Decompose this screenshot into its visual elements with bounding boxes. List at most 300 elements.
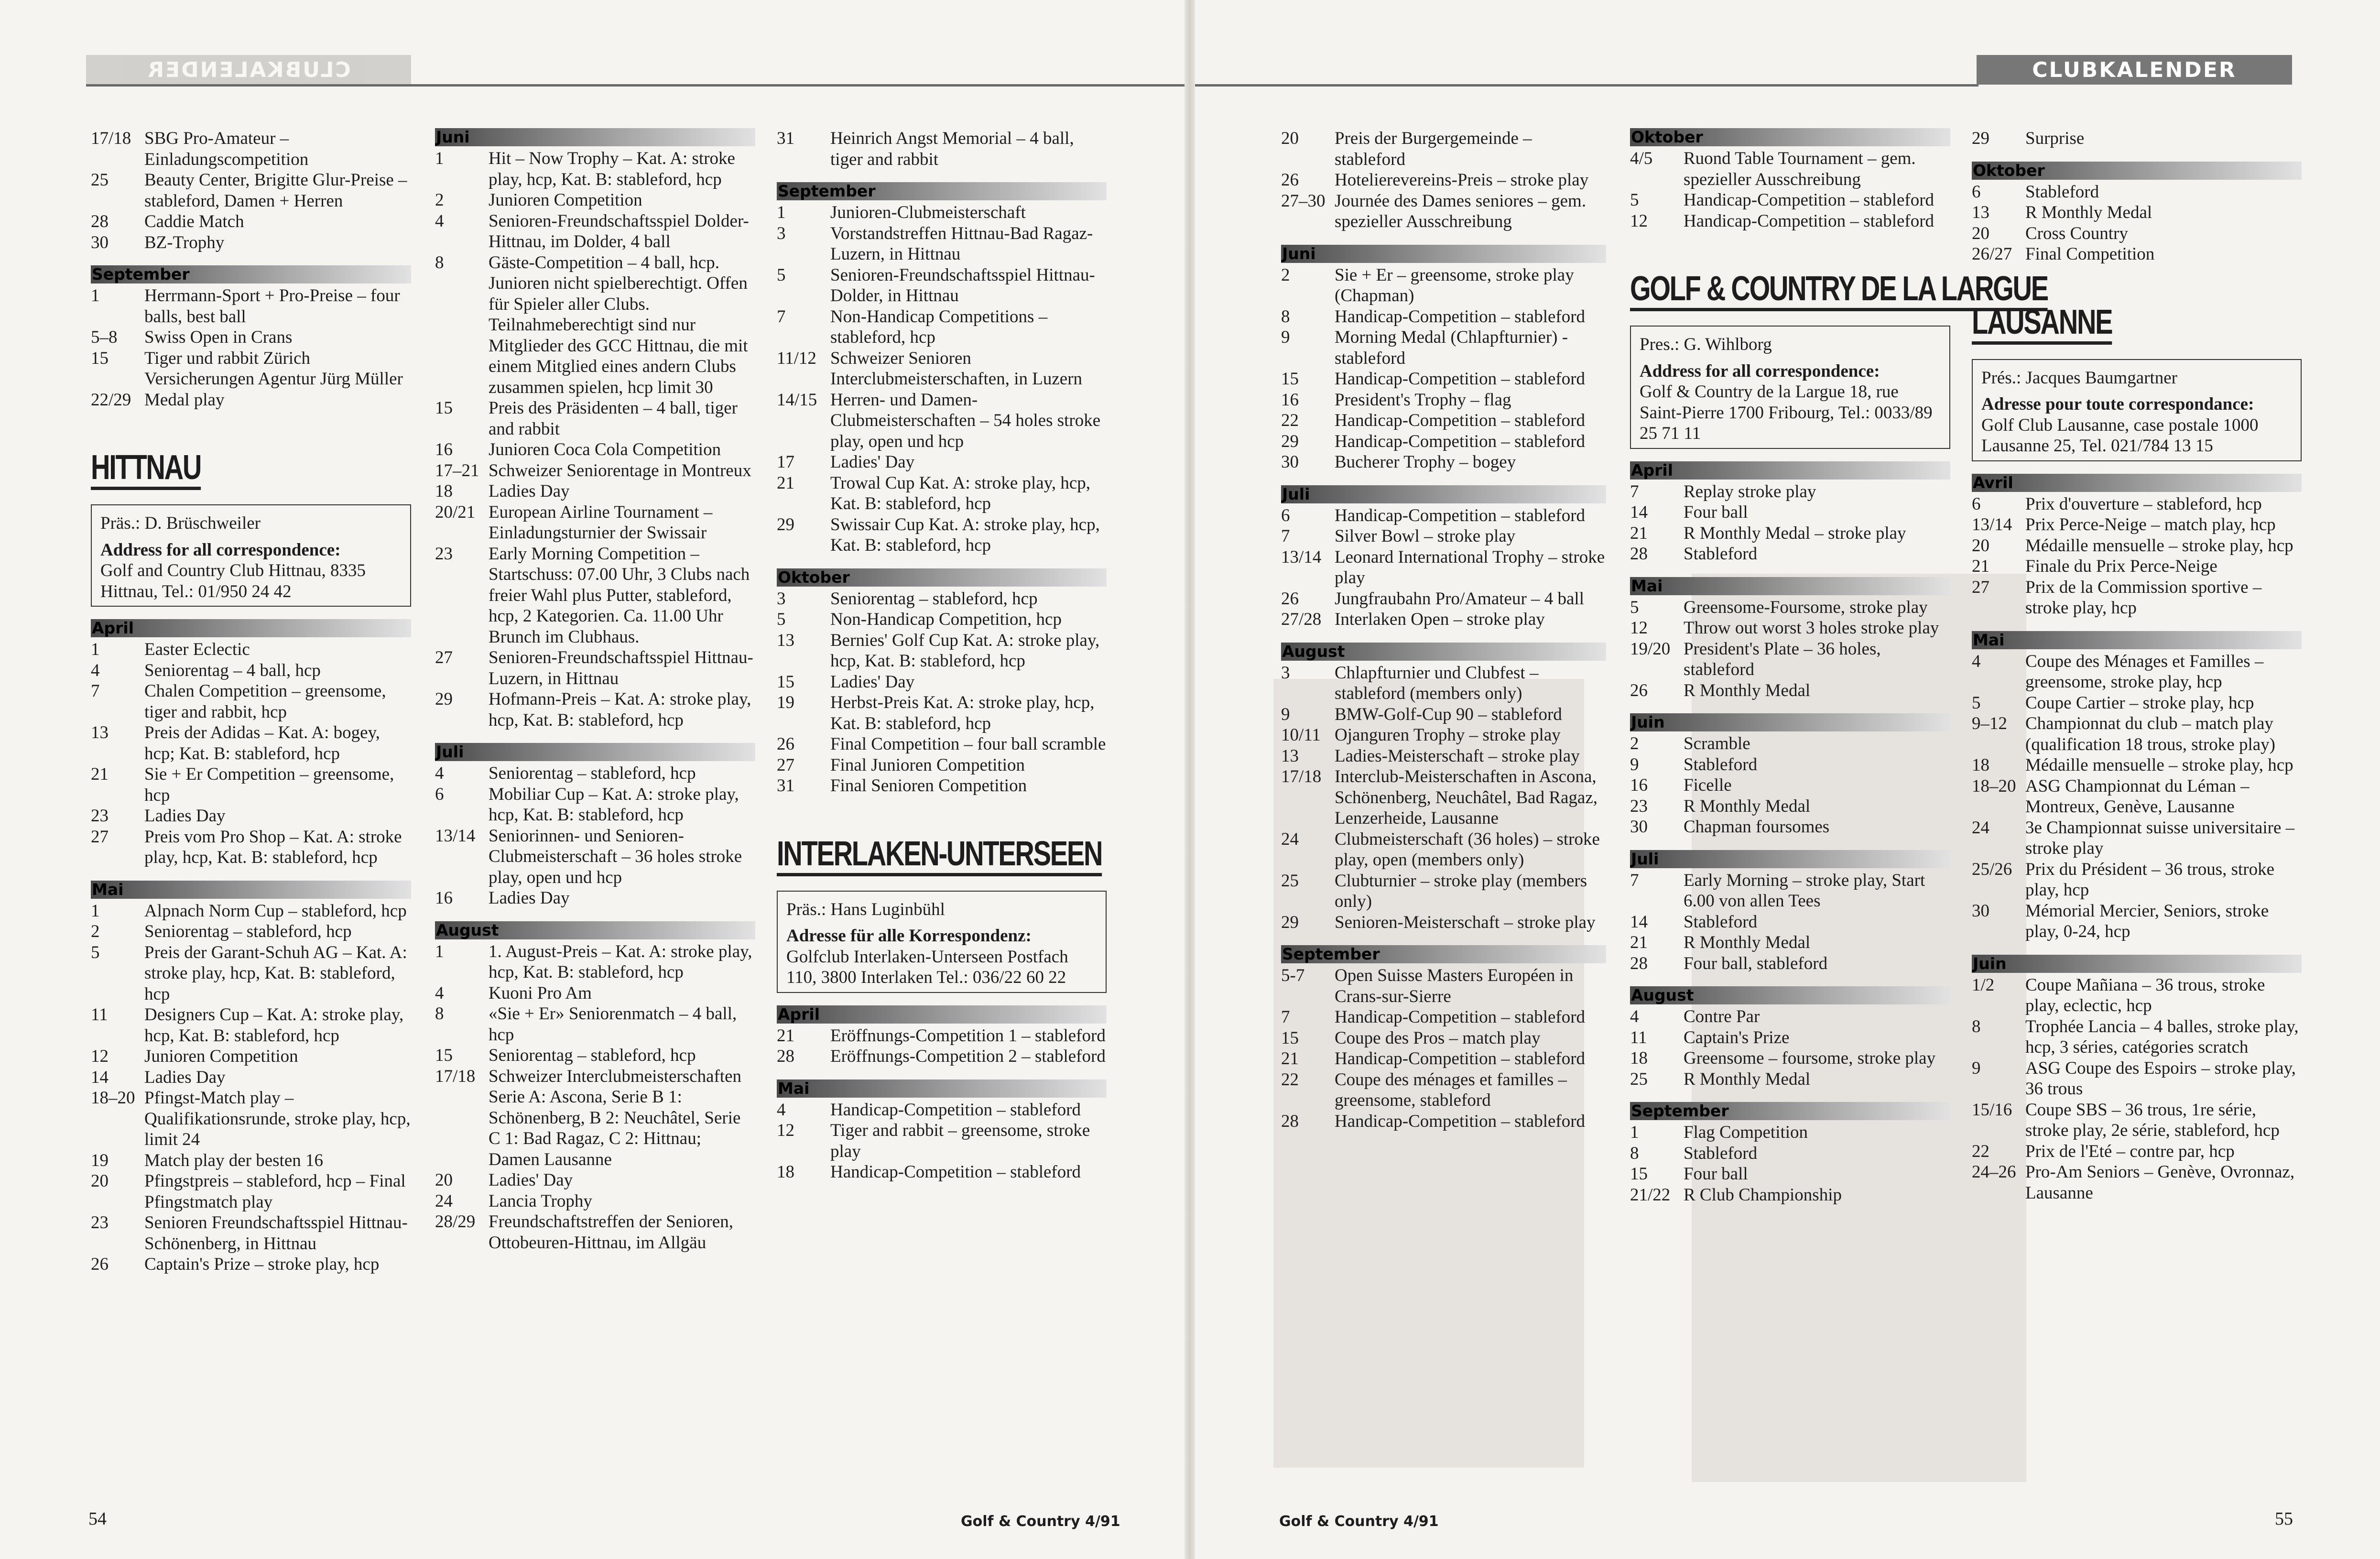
event-name: Seniorentag – 4 ball, hcp: [144, 660, 321, 680]
event-date: 18: [435, 481, 453, 501]
event-name: Pfingst-Match play – Qualifikationsrunde, stroke play, hcp, limit 24: [144, 1088, 411, 1149]
month-header: Mai: [91, 881, 411, 899]
event-date: 26: [1630, 680, 1648, 700]
event-date: 11/12: [777, 348, 816, 368]
event-name: Cross Country: [2025, 223, 2128, 243]
calendar-entry: [1972, 223, 2302, 244]
event-date: 5: [777, 265, 786, 285]
column-1: [91, 128, 411, 1275]
event-date: 7: [1630, 481, 1639, 501]
calendar-entry: [435, 1045, 755, 1066]
event-date: 31: [777, 776, 794, 796]
event-date: 17/18: [435, 1066, 476, 1086]
event-name: Handicap-Competition – stableford: [1335, 306, 1586, 327]
event-name: 3e Championnat suisse universitaire – stroke play: [2025, 818, 2295, 858]
calendar-entry: [91, 1212, 411, 1254]
calendar-entry: [1630, 148, 1950, 190]
month-header: Juin: [1630, 713, 1950, 731]
event-name: Handicap-Competition – stableford: [1335, 1111, 1586, 1131]
event-name: Flag Competition: [1684, 1123, 1808, 1142]
event-date: 27: [91, 827, 109, 847]
event-date: 15: [91, 348, 109, 368]
header-rule: [1190, 84, 1978, 87]
event-date: 29: [435, 689, 453, 709]
calendar-entry: [777, 692, 1107, 734]
event-date: 4: [777, 1100, 786, 1120]
calendar-entry: [1972, 818, 2302, 859]
event-name: Designers Cup – Kat. A: stroke play, hcp, Kat. B: stableford, hcp: [144, 1005, 404, 1046]
event-name: Ladies' Day: [489, 1170, 573, 1190]
event-date: 18: [1630, 1048, 1648, 1068]
event-name: R Monthly Medal: [1684, 1069, 1811, 1089]
event-name: Junioren Coca Cola Competition: [489, 440, 721, 459]
event-name: Leonard International Trophy – stroke play: [1335, 547, 1605, 588]
event-date: 27: [777, 755, 794, 775]
calendar-entry: [1972, 556, 2302, 577]
calendar-entry: [777, 473, 1107, 514]
event-name: Four ball: [1684, 502, 1748, 522]
event-name: Junioren-Clubmeisterschaft: [830, 203, 1026, 222]
event-name: Chalen Competition – greensome, tiger and rabbit, hcp: [144, 681, 386, 722]
event-date: 5: [91, 942, 100, 962]
header-rule: [86, 84, 1185, 87]
event-date: 7: [1630, 870, 1639, 890]
event-name: Mémorial Mercier, Seniors, stroke play, 0-24, hcp: [2025, 901, 2269, 941]
event-name: ASG Championnat du Léman – Montreux, Genève, Lausanne: [2025, 776, 2250, 817]
event-name: Eröffnungs-Competition 1 – stableford: [830, 1025, 1106, 1046]
calendar-entry: [777, 1100, 1107, 1121]
event-name: Interclub-Meisterschaften in Ascona, Schönenberg, Neuchâtel, Bad Ragaz, Lenzerheide, Lausanne: [1335, 767, 1598, 828]
event-date: 26: [777, 734, 794, 754]
calendar-entry: [1281, 589, 1606, 610]
event-name: Early Morning Competition – Startschuss: 07.00 Uhr, 3 Clubs nach freier Wahl plus Putter, stableford, hcp, 2 Kategorien. Ca. 11.00 Uhr Brunch im Clubhaus.: [489, 544, 750, 647]
event-name: Alpnach Norm Cup – stableford, hcp: [144, 901, 407, 921]
calendar-entry: [777, 306, 1107, 348]
event-name: Handicap-Competition – stableford: [830, 1100, 1081, 1120]
event-date: 5: [1630, 597, 1639, 617]
calendar-entry: [435, 1066, 755, 1170]
event-name: Ficelle: [1684, 775, 1732, 795]
calendar-entry: [777, 452, 1107, 473]
event-name: Herrmann-Sport + Pro-Preise – four balls, best ball: [144, 286, 400, 327]
event-date: 13: [1972, 203, 1989, 222]
event-date: 30: [1630, 817, 1648, 837]
event-date: 8: [1281, 306, 1290, 327]
calendar-entry: [435, 941, 755, 983]
calendar-entry: [1630, 1069, 1950, 1090]
calendar-entry: [1972, 202, 2302, 223]
calendar-entry: [435, 763, 755, 784]
event-date: 2: [1281, 265, 1290, 285]
calendar-entry: [1281, 410, 1606, 431]
event-name: Coupe Cartier – stroke play, hcp: [2025, 693, 2254, 713]
calendar-entry: [777, 202, 1107, 223]
event-date: 21: [1630, 933, 1648, 952]
event-date: 1: [435, 941, 444, 961]
event-name: BZ-Trophy: [144, 232, 225, 252]
event-name: Hotelierevereins-Preis – stroke play: [1335, 170, 1589, 190]
event-name: Coupe Mañiana – 36 trous, stroke play, eclectic, hcp: [2025, 975, 2265, 1015]
address-heading: Address for all correspondence:: [1640, 361, 1880, 381]
event-name: Seniorentag – stableford, hcp: [489, 1046, 696, 1065]
calendar-entry: [1281, 191, 1606, 232]
event-name: Ladies Day: [489, 888, 570, 908]
calendar-entry: [1281, 725, 1606, 746]
event-date: 23: [435, 544, 453, 564]
event-name: Vorstandstreffen Hittnau-Bad Ragaz-Luzern, in Hittnau: [830, 223, 1093, 264]
calendar-entry: [1630, 1143, 1950, 1164]
event-date: 30: [1972, 901, 1989, 921]
event-name: Prix du Président – 36 trous, stroke play, hcp: [2025, 859, 2275, 900]
event-date: 13: [1281, 746, 1299, 766]
event-date: 24: [1281, 829, 1299, 849]
club-president: Präs.: D. Brüschweiler: [100, 513, 261, 533]
month-header: Oktober: [1972, 162, 2302, 180]
event-date: 27/28: [1281, 610, 1322, 629]
club-address: Golf and Country Club Hittnau, 8335 Hittnau, Tel.: 01/950 24 42: [100, 561, 366, 601]
event-name: Handicap-Competition – stableford: [830, 1162, 1081, 1182]
calendar-entry: [435, 888, 755, 909]
calendar-entry: [777, 514, 1107, 556]
calendar-entry: [1281, 609, 1606, 630]
event-name: Stableford: [2025, 182, 2099, 202]
calendar-entry: [1281, 170, 1606, 191]
club-address: Golf Club Lausanne, case postale 1000 Lausanne 25, Tel. 021/784 13 15: [1981, 415, 2259, 456]
event-date: 29: [1281, 431, 1299, 451]
event-name: Preis vom Pro Shop – Kat. A: stroke play, hcp, Kat. B: stableford, hcp: [144, 827, 402, 867]
event-date: 10/11: [1281, 725, 1321, 745]
calendar-entry: [777, 672, 1107, 693]
club-info-box: [1972, 359, 2302, 461]
calendar-entry: [1972, 494, 2302, 515]
month-header: Oktober: [777, 568, 1107, 587]
event-name: Trophée Lancia – 4 balles, stroke play, hcp, 3 séries, catégories scratch: [2025, 1016, 2299, 1057]
event-name: Captain's Prize: [1684, 1027, 1790, 1047]
calendar-entry: [91, 1046, 411, 1067]
event-date: 13: [777, 630, 794, 650]
event-date: 1: [91, 901, 100, 921]
calendar-entry: [1630, 1006, 1950, 1027]
event-name: Tiger und rabbit Zürich Versicherungen Agentur Jürg Müller: [144, 348, 403, 389]
month-header: September: [1630, 1102, 1950, 1120]
event-name: Prix d'ouverture – stableford, hcp: [2025, 494, 2262, 514]
calendar-entry: [1630, 502, 1950, 523]
month-header: Avril: [1972, 474, 2302, 492]
event-name: Sie + Er Competition – greensome, hcp: [144, 764, 394, 805]
event-name: Seniorentag – stableford, hcp: [144, 922, 352, 941]
calendar-entry: [777, 1120, 1107, 1162]
event-date: 9: [1972, 1058, 1981, 1078]
calendar-entry: [435, 1211, 755, 1253]
section-label-mirrored: CLUBKALENDER: [86, 55, 411, 85]
club-president: Pres.: G. Wihlborg: [1640, 335, 1772, 354]
calendar-entry: [435, 689, 755, 730]
month-header: Juli: [1281, 485, 1606, 503]
event-date: 28: [1630, 953, 1648, 973]
calendar-entry: [435, 502, 755, 544]
event-name: Four ball: [1684, 1164, 1748, 1184]
event-date: 15: [1630, 1164, 1648, 1184]
section-label: CLUBKALENDER: [1977, 55, 2292, 85]
event-name: Tiger and rabbit – greensome, stroke play: [830, 1121, 1090, 1161]
event-name: Open Suisse Masters Européen in Crans-sur-Sierre: [1335, 966, 1574, 1006]
event-date: 26/27: [1972, 244, 2012, 264]
event-name: Coupe des Pros – match play: [1335, 1028, 1541, 1048]
calendar-entry: [1630, 618, 1950, 639]
event-name: President's Trophy – flag: [1335, 390, 1511, 410]
calendar-entry: [1630, 912, 1950, 933]
event-date: 8: [435, 1004, 444, 1024]
calendar-entry: [777, 630, 1107, 672]
event-date: 3: [1281, 663, 1290, 683]
event-name: Seniorentag – stableford, hcp: [489, 763, 696, 783]
event-name: Stableford: [1684, 1143, 1758, 1163]
event-date: 11: [1630, 1027, 1647, 1047]
address-heading: Address for all correspondence:: [100, 540, 341, 560]
event-name: Four ball, stableford: [1684, 953, 1828, 973]
magazine-issue: Golf & Country 4/91: [1279, 1513, 1439, 1530]
calendar-entry: [1281, 829, 1606, 871]
event-name: Médaille mensuelle – stroke play, hcp: [2025, 535, 2293, 556]
event-name: Coupe des Ménages et Familles – greensome, stroke play, hcp: [2025, 651, 2264, 692]
month-header: August: [435, 921, 755, 939]
event-date: 28: [1281, 1111, 1299, 1131]
event-date: 20: [1972, 535, 1989, 556]
club-title: GOLF & COUNTRY DE LA LARGUE: [1630, 270, 2048, 311]
event-name: Herren- und Damen-Clubmeisterschaften – 54 holes stroke play, open und hcp: [830, 390, 1101, 451]
event-date: 7: [777, 306, 786, 327]
address-heading: Adresse für alle Korrespondenz:: [786, 926, 1032, 946]
calendar-entry: [777, 348, 1107, 390]
event-name: Match play der besten 16: [144, 1150, 323, 1170]
address-heading: Adresse pour toute correspondance:: [1981, 394, 2254, 414]
event-name: Schweizer Interclubmeisterschaften Serie A: Ascona, Serie B 1: Schönenberg, B 2: Neuchâtel, Serie C 1: Bad Ragaz, C 2: Hittnau; Damen Lausanne: [489, 1066, 742, 1169]
calendar-entry: [1281, 766, 1606, 829]
event-date: 22: [1281, 411, 1299, 430]
event-name: R Monthly Medal: [1684, 796, 1811, 816]
event-date: 24–26: [1972, 1162, 2016, 1182]
club-president: Präs.: Hans Luginbühl: [786, 899, 945, 919]
event-name: Championnat du club – match play (qualification 18 trous, stroke play): [2025, 714, 2276, 754]
event-date: 5–8: [91, 327, 118, 347]
event-name: Senioren Freundschaftsspiel Hittnau-Schönenberg, in Hittnau: [144, 1213, 408, 1254]
calendar-entry: [1972, 1141, 2302, 1162]
calendar-entry: [1630, 481, 1950, 502]
event-date: 14: [91, 1067, 109, 1087]
calendar-entry: [1630, 796, 1950, 817]
event-name: Silver Bowl – stroke play: [1335, 526, 1516, 546]
event-name: Ladies' Day: [830, 672, 915, 692]
club-title: HITTNAU: [91, 448, 201, 490]
event-date: 15/16: [1972, 1100, 2012, 1120]
event-name: Handicap-Competition – stableford: [1684, 190, 1934, 210]
calendar-entry: [1630, 597, 1950, 618]
event-date: 12: [1630, 618, 1648, 638]
calendar-entry: [91, 639, 411, 660]
event-name: SBG Pro-Amateur – Einladungscompetition: [144, 129, 309, 169]
calendar-entry: [1972, 1162, 2302, 1203]
event-name: Schweizer Seniorentage in Montreux: [489, 460, 751, 480]
event-date: 1: [1630, 1123, 1639, 1142]
event-date: 1: [777, 203, 786, 222]
calendar-entry: [1972, 1100, 2302, 1141]
calendar-entry: [1972, 776, 2302, 818]
event-date: 17/18: [1281, 767, 1322, 786]
event-date: 20: [1281, 129, 1299, 148]
event-name: Handicap-Competition – stableford: [1335, 369, 1586, 389]
month-header: Juli: [435, 743, 755, 761]
calendar-entry: [777, 128, 1107, 170]
calendar-entry: [435, 983, 755, 1004]
calendar-entry: [777, 1046, 1107, 1067]
event-name: Ladies Day: [144, 806, 226, 826]
event-date: 22: [1972, 1141, 1989, 1161]
calendar-entry: [1972, 713, 2302, 755]
event-name: Seniorinnen- und Senioren-Clubmeisterschaft – 36 holes stroke play, open und hcp: [489, 826, 742, 887]
event-name: Bucherer Trophy – bogey: [1335, 452, 1516, 472]
event-date: 2: [435, 190, 444, 210]
event-name: Handicap-Competition – stableford: [1335, 1049, 1586, 1068]
event-date: 25: [1281, 871, 1299, 891]
calendar-entry: [777, 734, 1107, 755]
event-date: 2: [1630, 734, 1639, 753]
calendar-entry: [1630, 1164, 1950, 1185]
club-info-box: [777, 891, 1107, 993]
event-date: 1/2: [1972, 975, 1995, 995]
calendar-entry: [1281, 128, 1606, 170]
calendar-entry: [1630, 523, 1950, 544]
event-date: 25/26: [1972, 859, 2012, 879]
column-6: [1972, 128, 2302, 1203]
event-date: 31: [777, 129, 794, 148]
event-name: R Monthly Medal: [1684, 933, 1811, 952]
event-name: Prix de la Commission sportive – stroke play, hcp: [2025, 577, 2262, 618]
calendar-entry: [1972, 693, 2302, 714]
calendar-entry: [1972, 901, 2302, 942]
event-name: Captain's Prize – stroke play, hcp: [144, 1254, 380, 1274]
calendar-entry: [1972, 535, 2302, 556]
event-date: 15: [435, 398, 453, 418]
event-name: Jungfraubahn Pro/Amateur – 4 ball: [1335, 589, 1584, 609]
column-2: [435, 128, 755, 1253]
month-header: Juin: [1972, 955, 2302, 973]
event-date: 1: [435, 149, 444, 168]
club-president: Prés.: Jacques Baumgartner: [1981, 368, 2177, 388]
event-date: 13/14: [1972, 515, 2012, 534]
calendar-entry: [1972, 577, 2302, 619]
event-date: 16: [1281, 390, 1299, 410]
event-name: R Monthly Medal: [2025, 203, 2152, 222]
event-date: 24: [1972, 818, 1989, 838]
calendar-entry: [1972, 755, 2302, 776]
calendar-entry: [435, 826, 755, 888]
calendar-entry: [91, 348, 411, 390]
calendar-entry: [1281, 526, 1606, 547]
calendar-entry: [1281, 1111, 1606, 1132]
event-date: 3: [777, 589, 786, 609]
event-date: 14/15: [777, 390, 817, 410]
month-header: April: [1630, 461, 1950, 480]
event-name: Sie + Er – greensome, stroke play (Chapman): [1335, 265, 1574, 305]
calendar-entry: [91, 806, 411, 827]
month-header: August: [1281, 643, 1606, 661]
event-date: 17/18: [91, 129, 131, 148]
calendar-entry: [1972, 859, 2302, 901]
month-header: Oktober: [1630, 128, 1950, 146]
calendar-entry: [1630, 211, 1950, 232]
month-header: Juni: [435, 128, 755, 146]
event-date: 30: [1281, 452, 1299, 472]
event-date: 19/20: [1630, 639, 1671, 659]
spine: [1185, 0, 1195, 1559]
event-name: Medal play: [144, 390, 225, 410]
event-date: 29: [777, 514, 794, 534]
event-date: 4: [435, 763, 444, 783]
club-info-box: [91, 504, 411, 607]
calendar-entry: [1281, 306, 1606, 327]
month-header: Juli: [1630, 850, 1950, 868]
calendar-entry: [435, 1003, 755, 1045]
calendar-entry: [435, 544, 755, 648]
event-name: Greensome-Foursome, stroke play: [1684, 597, 1928, 617]
event-date: 27–30: [1281, 191, 1326, 211]
calendar-entry: [1630, 1122, 1950, 1143]
calendar-entry: [91, 170, 411, 211]
event-name: Bernies' Golf Cup Kat. A: stroke play, hcp, Kat. B: stableford, hcp: [830, 630, 1100, 671]
event-name: Kuoni Pro Am: [489, 983, 592, 1003]
event-date: 8: [435, 252, 444, 273]
calendar-entry: [1972, 975, 2302, 1016]
event-date: 20/21: [435, 502, 476, 522]
event-name: Ladies' Day: [830, 452, 915, 472]
event-date: 13/14: [1281, 547, 1322, 567]
calendar-entry: [1281, 390, 1606, 411]
month-header: Juni: [1281, 245, 1606, 263]
event-date: 9–12: [1972, 714, 2007, 733]
calendar-entry: [435, 211, 755, 252]
calendar-entry: [91, 764, 411, 806]
event-date: 1: [91, 640, 100, 659]
event-date: 15: [1281, 1028, 1299, 1048]
calendar-entry: [91, 1254, 411, 1275]
event-date: 21: [777, 473, 794, 493]
event-name: Chlapfturnier und Clubfest – stableford (members only): [1335, 663, 1539, 703]
event-name: R Monthly Medal – stroke play: [1684, 523, 1906, 543]
event-name: Clubmeisterschaft (36 holes) – stroke play, open (members only): [1335, 829, 1600, 870]
magazine-issue: Golf & Country 4/91: [961, 1513, 1120, 1530]
event-date: 9: [1630, 754, 1639, 774]
calendar-entry: [435, 647, 755, 689]
event-date: 7: [1281, 526, 1290, 546]
event-date: 4: [1630, 1007, 1639, 1026]
calendar-entry: [777, 609, 1107, 630]
event-date: 4: [1972, 651, 1981, 671]
month-header: Mai: [1972, 631, 2302, 649]
event-date: 12: [777, 1121, 794, 1140]
page-number: 55: [2275, 1509, 2293, 1529]
calendar-entry: [1281, 912, 1606, 933]
event-name: Contre Par: [1684, 1007, 1760, 1026]
event-name: Non-Handicap Competition, hcp: [830, 610, 1062, 629]
calendar-entry: [435, 1191, 755, 1212]
event-date: 1: [91, 286, 100, 305]
event-name: Greensome – foursome, stroke play: [1684, 1048, 1936, 1068]
event-name: Ojanguren Trophy – stroke play: [1335, 725, 1561, 745]
calendar-entry: [435, 439, 755, 460]
event-date: 4: [435, 983, 444, 1003]
club-address: Golfclub Interlaken-Unterseen Postfach 110, 3800 Interlaken Tel.: 036/22 60 22: [786, 947, 1068, 987]
event-date: 24: [435, 1191, 453, 1211]
